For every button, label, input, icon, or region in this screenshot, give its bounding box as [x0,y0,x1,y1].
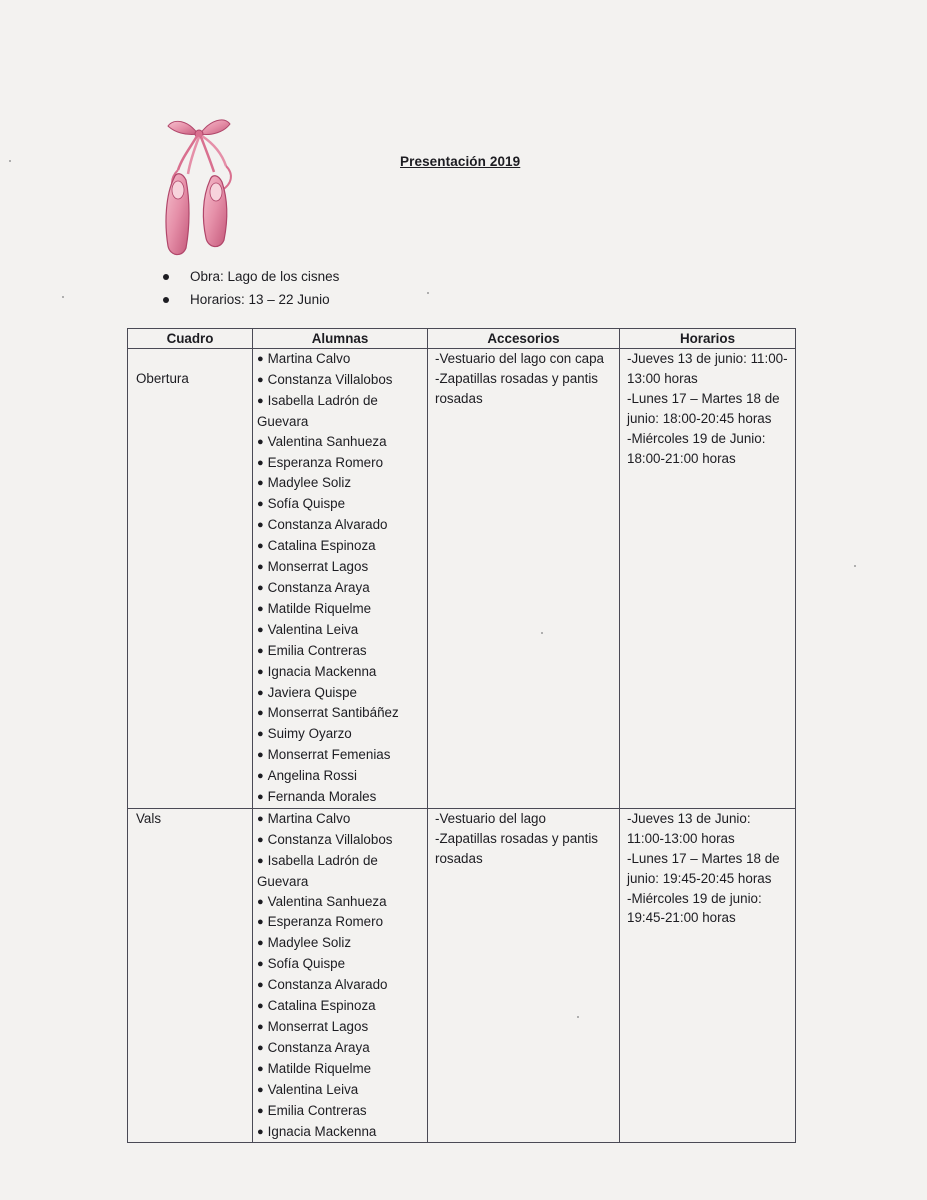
bullet-icon: ● [257,749,264,762]
alumna-item [257,892,425,913]
horarios-cell [620,349,796,809]
alumna-item [257,912,425,933]
bullet-icon: ● [257,833,264,846]
alumna-name: Angelina Rossi [267,768,357,784]
alumna-item [257,599,425,620]
bullet-icon: ● [257,916,264,929]
accesorio-item: -Zapatillas rosadas y pantis rosadas [435,370,598,406]
alumna-name: Emilia Contreras [267,1102,367,1118]
table-row [128,808,796,1143]
accesorio-item: -Vestuario del lago con capa [435,351,604,366]
alumna-name: Martina Calvo [267,810,351,826]
cuadro-label: Obertura [136,370,189,386]
alumna-item [257,745,425,766]
bullet-icon [163,274,169,280]
alumna-item [257,1038,425,1059]
alumna-name: Constanza Alvarado [267,517,388,533]
ballet-shoes-icon [160,114,238,260]
bullet-icon: ● [257,519,264,532]
alumna-name: Esperanza Romero [267,914,384,930]
alumna-item [257,494,425,515]
horario-item: -Jueves 13 de Junio: 11:00-13:00 horas [627,810,751,846]
bullet-icon: ● [257,456,264,469]
alumna-item [257,536,425,557]
alumna-item [257,557,425,578]
bullet-icon: ● [257,1041,264,1054]
bullet-icon: ● [257,854,264,867]
bullet-icon: ● [257,373,264,386]
alumna-name: Ignacia Mackenna [267,1123,377,1139]
scan-speck [427,292,429,294]
bullet-icon: ● [257,1062,264,1075]
alumnas-cell [253,349,428,809]
alumna-name: Martina Calvo [267,351,351,366]
alumna-name: Valentina Sanhueza [267,433,387,449]
alumna-item [257,620,425,641]
horario-item: -Jueves 13 de junio: 11:00-13:00 horas [627,351,788,386]
alumna-name: Madylee Soliz [267,475,352,491]
bullet-icon: ● [257,958,264,971]
alumna-item [257,830,425,851]
table-row [128,349,796,809]
bullet-icon: ● [257,895,264,908]
alumna-item [257,703,425,724]
alumna-item [257,724,425,745]
bullet-icon: ● [257,686,264,699]
alumna-item [257,933,425,954]
alumna-item [257,391,425,432]
bullet-icon: ● [257,540,264,553]
bullet-icon: ● [257,728,264,741]
alumna-name: Emilia Contreras [267,642,367,658]
alumna-item [257,851,425,892]
alumna-name: Valentina Leiva [267,621,359,637]
alumna-item [257,954,425,975]
alumna-item [257,1080,425,1101]
bullet-icon: ● [257,1021,264,1033]
alumna-name: Valentina Leiva [267,1081,359,1097]
alumna-item [257,370,425,391]
alumna-name: Valentina Sanhueza [267,893,387,909]
intro-list [163,267,339,313]
scan-speck [9,160,11,162]
alumna-item [257,683,425,704]
alumna-name: Constanza Villalobos [267,371,393,387]
alumna-name: Sofía Quispe [267,496,346,512]
bullet-icon: ● [257,1083,264,1096]
alumna-name: Madylee Soliz [267,935,352,951]
bullet-icon: ● [257,791,264,804]
alumna-item [257,473,425,494]
alumna-item [257,349,425,370]
alumna-name: Isabella Ladrón de Guevara [257,852,378,889]
alumna-name: Esperanza Romero [267,454,384,470]
alumna-item [257,996,425,1017]
accesorio-item: -Vestuario del lago [435,810,546,826]
bullet-icon: ● [257,602,264,615]
obra-label: Obra: Lago de los cisnes [190,269,340,284]
alumna-name: Monserrat Lagos [267,1019,369,1034]
alumna-name: Suimy Oyarzo [267,726,352,742]
bullet-icon: ● [257,707,264,720]
alumna-name: Constanza Araya [267,1039,370,1055]
table-header-row [128,329,796,349]
bullet-icon: ● [257,665,264,678]
alumna-name: Monserrat Lagos [267,559,369,575]
alumna-name: Monserrat Santibáñez [267,705,399,721]
accesorios-cell [428,349,620,809]
bullet-icon: ● [257,561,264,574]
alumna-item [257,787,425,808]
scan-speck [854,565,856,567]
bullet-icon [163,297,169,303]
alumna-name: Catalina Espinoza [267,998,376,1014]
alumna-name: Matilde Riquelme [267,600,372,616]
bullet-icon: ● [257,435,264,448]
column-header-horarios: Horarios [620,329,796,349]
horarios-cell [620,808,796,1143]
bullet-icon: ● [257,644,264,657]
alumna-item [257,662,425,683]
column-header-cuadro: Cuadro [128,329,253,349]
alumna-item [257,515,425,536]
alumna-item [257,641,425,662]
bullet-icon: ● [257,498,264,511]
table-body [128,349,796,1143]
accesorios-cell [428,808,620,1143]
horarios-label: Horarios: 13 – 22 Junio [190,292,330,307]
column-header-alumnas: Alumnas [253,329,428,349]
alumna-name: Matilde Riquelme [267,1060,372,1076]
accesorio-item: -Zapatillas rosadas y pantis rosadas [435,830,598,866]
alumna-name: Isabella Ladrón de Guevara [257,392,378,429]
alumna-name: Monserrat Femenias [267,747,391,763]
bullet-icon: ● [257,394,264,407]
schedule-table [127,328,796,1143]
alumna-item [257,432,425,453]
alumna-name: Ignacia Mackenna [267,663,377,679]
bullet-icon: ● [257,1104,264,1117]
horario-item: -Miércoles 19 de Junio: 18:00-21:00 horas [627,430,766,466]
alumna-item [257,578,425,599]
alumna-name: Javiera Quispe [267,684,357,700]
alumna-name: Sofía Quispe [267,956,346,972]
horario-item: -Miércoles 19 de junio: 19:45-21:00 horas [627,890,762,926]
alumna-item [257,975,425,996]
bullet-icon: ● [257,770,264,783]
scan-speck [62,296,64,298]
alumna-name: Constanza Araya [267,579,370,595]
bullet-icon: ● [257,353,264,365]
alumna-item [257,1122,425,1143]
column-header-accesorios: Accesorios [428,329,620,349]
alumna-name: Fernanda Morales [267,789,377,805]
bullet-icon: ● [257,937,264,950]
page-title: Presentación 2019 [400,154,521,169]
alumna-item [257,453,425,474]
alumna-item [257,1101,425,1122]
alumna-item [257,766,425,787]
bullet-icon: ● [257,1000,264,1013]
alumna-item [257,1017,425,1038]
bullet-icon: ● [257,581,264,594]
bullet-icon: ● [257,812,264,825]
alumnas-cell [253,808,428,1143]
list-item [163,267,339,290]
cuadro-label: Vals [136,810,162,826]
bullet-icon: ● [257,623,264,636]
alumna-name: Catalina Espinoza [267,538,376,554]
horario-item: -Lunes 17 – Martes 18 de junio: 18:00-20:45 horas [627,390,780,426]
bullet-icon: ● [257,1125,264,1138]
list-item [163,290,339,313]
bullet-icon: ● [257,979,264,992]
alumna-item [257,1059,425,1080]
alumna-item [257,809,425,830]
bullet-icon: ● [257,477,264,490]
alumna-name: Constanza Alvarado [267,977,388,993]
horario-item: -Lunes 17 – Martes 18 de junio: 19:45-20:45 horas [627,850,780,886]
cuadro-cell [128,349,253,809]
cuadro-cell [128,808,253,1143]
alumna-name: Constanza Villalobos [267,831,393,847]
